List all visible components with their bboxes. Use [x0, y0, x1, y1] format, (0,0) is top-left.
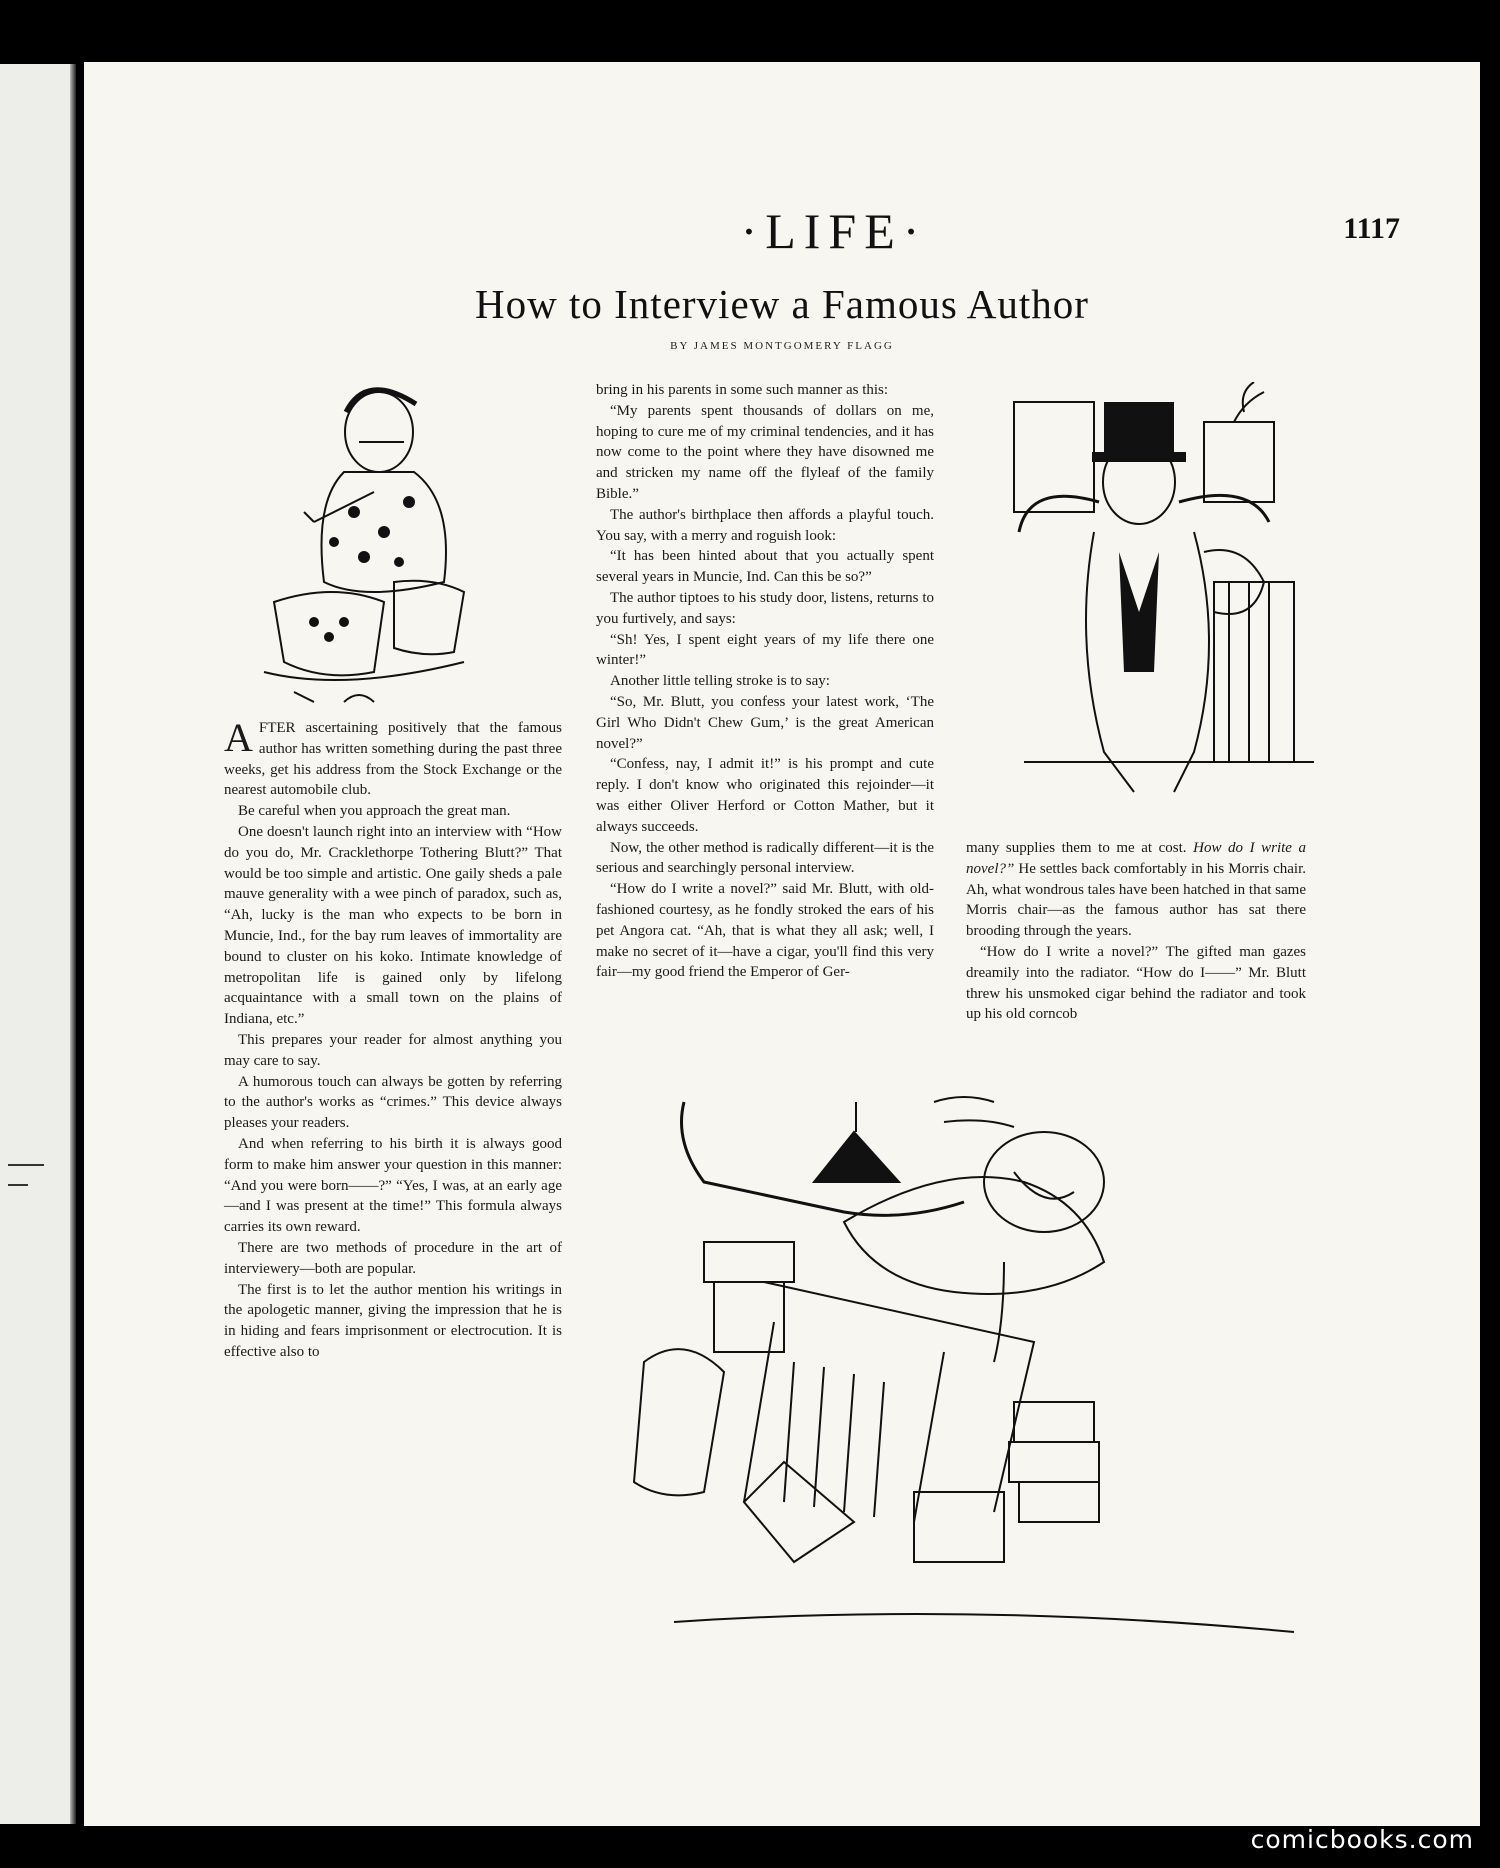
paragraph: many supplies them to me at cost. How do I write a novel?” He settles back comfortably in his Morris chair. Ah, what wondrous tales have been hatched in that same Morris chair—as the famous author has sat there brooding through the years. — [966, 840, 1307, 940]
paragraph: “How do I write a novel?” said Mr. Blutt, with old-fashioned courtesy, as he fondly stroked the ears of his pet Angora cat. “Ah, that is what they all ask; well, I make no secret of it—have a cigar, you'll find this very fair—my good friend the Emperor of Ger- — [596, 881, 934, 981]
paragraph: “Confess, nay, I admit it!” is his prompt and cute reply. I don't know who originated this rejoinder—it was either Oliver Herford or Cotton Mather, but it always succeeds. — [596, 756, 934, 835]
illustration-author-top-hat — [1004, 382, 1334, 812]
paragraph: Another little telling stroke is to say: — [610, 673, 830, 690]
article-column-2 — [596, 380, 934, 983]
illustration-interviewer — [234, 372, 504, 712]
masthead: ·LIFE· — [740, 203, 928, 259]
paragraph: “Sh! Yes, I spent eight years of my life there one winter!” — [596, 631, 934, 669]
paragraph: The author's birthplace then affords a playful touch. You say, with a merry and roguish look: — [596, 506, 934, 544]
paragraph: The first is to let the author mention his writings in the apologetic manner, giving the impression that he is in hiding and fears imprisonment or electrocution. It is effective also to — [224, 1281, 562, 1360]
page-number: 1117 — [1343, 212, 1400, 245]
illustration-author-reclining — [614, 1062, 1374, 1702]
article-column-3 — [966, 838, 1306, 1025]
paragraph: “It has been hinted about that you actually spent several years in Muncie, Ind. Can this be so?” — [596, 548, 934, 586]
paragraph: Now, the other method is radically different—it is the serious and searchingly personal interview. — [596, 839, 934, 877]
paragraph: “So, Mr. Blutt, you confess your latest work, ‘The Girl Who Didn't Chew Gum,’ is the great American novel?” — [596, 693, 934, 752]
paragraph: Be careful when you approach the great man. — [238, 803, 511, 820]
paragraph: One doesn't launch right into an interview with “How do you do, Mr. Cracklethorpe Tothering Blutt?” That would be too simple and artistic. One gaily sheds a pale mauve generality with a wee pinch of paradox, such as, “Ah, lucky is the man who expects to be born in Muncie, Ind., for the bay rum leaves of immortality are bound to cluster on his koko. Intimate knowledge of metropolitan life is gained only by lifelong acquaintance with a small town on the plains of Indiana, etc.” — [224, 823, 562, 1028]
left-page-edge — [0, 64, 74, 1824]
paragraph: This prepares your reader for almost anything you may care to say. — [224, 1031, 562, 1069]
paragraph: There are two methods of procedure in the art of interviewery—both are popular. — [224, 1239, 562, 1277]
drop-cap: A — [224, 715, 253, 760]
paragraph: “My parents spent thousands of dollars on me, hoping to cure me of my criminal tendencies, and it has now come to the point where they have disowned me and stricken my name off the flyleaf of the family Bible.” — [596, 402, 934, 502]
paragraph: bring in his parents in some such manner as this: — [596, 382, 889, 398]
magazine-page — [84, 62, 1480, 1826]
paragraph: And when referring to his birth it is always good form to make him answer your question in this manner: “And you were born——?” “Yes, I was, at an early age—and I was present at the time!” This formula always carries its own reward. — [224, 1135, 562, 1236]
article-byline: BY JAMES MONTGOMERY FLAGG — [670, 340, 894, 352]
paragraph: A humorous touch can always be gotten by referring to the author's works as “crimes.” This device always pleases your readers. — [224, 1073, 562, 1132]
paragraph: The author tiptoes to his study door, listens, returns to you furtively, and says: — [596, 589, 934, 627]
article-column-1 — [224, 715, 562, 1363]
article-title: How to Interview a Famous Author — [475, 281, 1089, 327]
watermark: comicbooks.com — [1250, 1825, 1474, 1854]
paragraph: “How do I write a novel?” The gifted man gazes dreamily into the radiator. “How do I——” Mr. Blutt threw his unsmoked cigar behind the radiator and took up his old corncob — [966, 943, 1306, 1023]
paragraph: AFTER ascertaining positively that the famous author has written something during the past three weeks, get his address from the Stock Exchange or the nearest automobile club. — [224, 715, 562, 799]
